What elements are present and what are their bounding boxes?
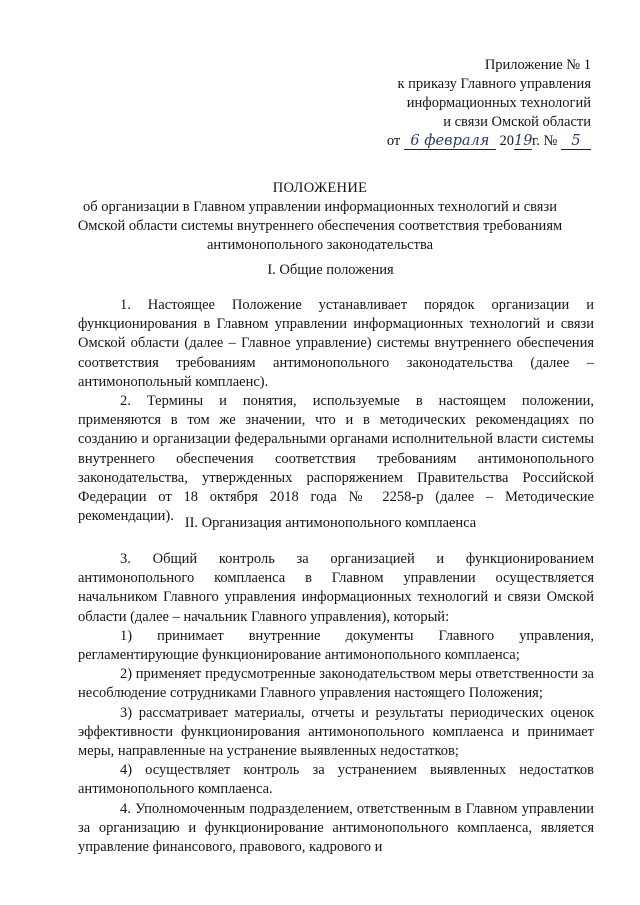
section-1-heading: I. Общие положения [267, 262, 394, 278]
section-2-text [78, 550, 594, 857]
appendix-org-line: информационных технологий [406, 95, 591, 111]
order-date-handwritten: 6 февраля [404, 134, 496, 150]
order-year-handwritten: 19 [513, 133, 533, 149]
list-item: 3) рассматривает материалы, отчеты и результаты периодических оценок эффективности функционирования антимонопольного комплаенса и принимает меры, направленные на устранение выявленных недостатков; [78, 704, 594, 760]
paragraph-1: 1. Настоящее Положение устанавливает порядок организации и функционирования в Главном управлении информационных технологий и связи Омской области (далее – Главное управление) системы внутреннего обеспечения соответствия требованиям антимонопольного законодательства (далее – антимонопольный комплаенс). [78, 297, 594, 390]
section-1-text [78, 296, 594, 526]
list-item: 4) осуществляет контроль за устранением выявленных недостатков антимонопольного комплаенса. [78, 762, 594, 798]
order-number-handwritten: 5 [561, 134, 591, 150]
appendix-order-date-line [387, 132, 591, 151]
list-item: 2) применяет предусмотренные законодательством меры ответственности за несоблюдение сотрудниками Главного управления настоящего Положения; [78, 666, 594, 702]
appendix-block [387, 56, 591, 151]
paragraph-4: 4. Уполномоченным подразделением, ответственным в Главном управлении за организацию и функционирование антимонопольного комплаенса, является управление финансового, правового, кадрового и [78, 800, 594, 856]
order-prefix: от [386, 133, 401, 149]
document-title: ПОЛОЖЕНИЕ [272, 180, 368, 196]
appendix-region-line: и связи Омской области [443, 114, 591, 130]
order-year-prefix: 20 [499, 133, 514, 149]
section-2-heading: II. Организация антимонопольного комплаенса [184, 515, 477, 531]
appendix-number: Приложение № 1 [484, 57, 591, 73]
appendix-order-ref: к приказу Главного управления [397, 76, 591, 92]
document-subtitle: об организации в Главном управлении информационных технологий и связи Омской области системы внутреннего обеспечения соответствия требованиям антимонопольного законодательства [77, 199, 563, 253]
list-item: 1) принимает внутренние документы Главного управления, регламентирующие функционирование антимонопольного комплаенса; [78, 627, 594, 664]
paragraph-3: 3. Общий контроль за организацией и функционированием антимонопольного комплаенса в Главном управлении осуществляется начальником Главного управления информационных технологий и связи Омской области (далее – начальник Главного управления), который: [78, 551, 594, 625]
paragraph-2: 2. Термины и понятия, используемые в настоящем положении, применяются в том же значении, что и в методических рекомендациях по созданию и организации федеральными органами исполнительной власти системы внутреннего обеспечения соответствия требованиям антимонопольного законодательства, утвержденных распоряжением Правительства Российской Федерации от 18 октября 2018 года № 2258-р (далее – Методические рекомендации). [78, 393, 594, 525]
order-year-label: г. № [531, 133, 558, 149]
